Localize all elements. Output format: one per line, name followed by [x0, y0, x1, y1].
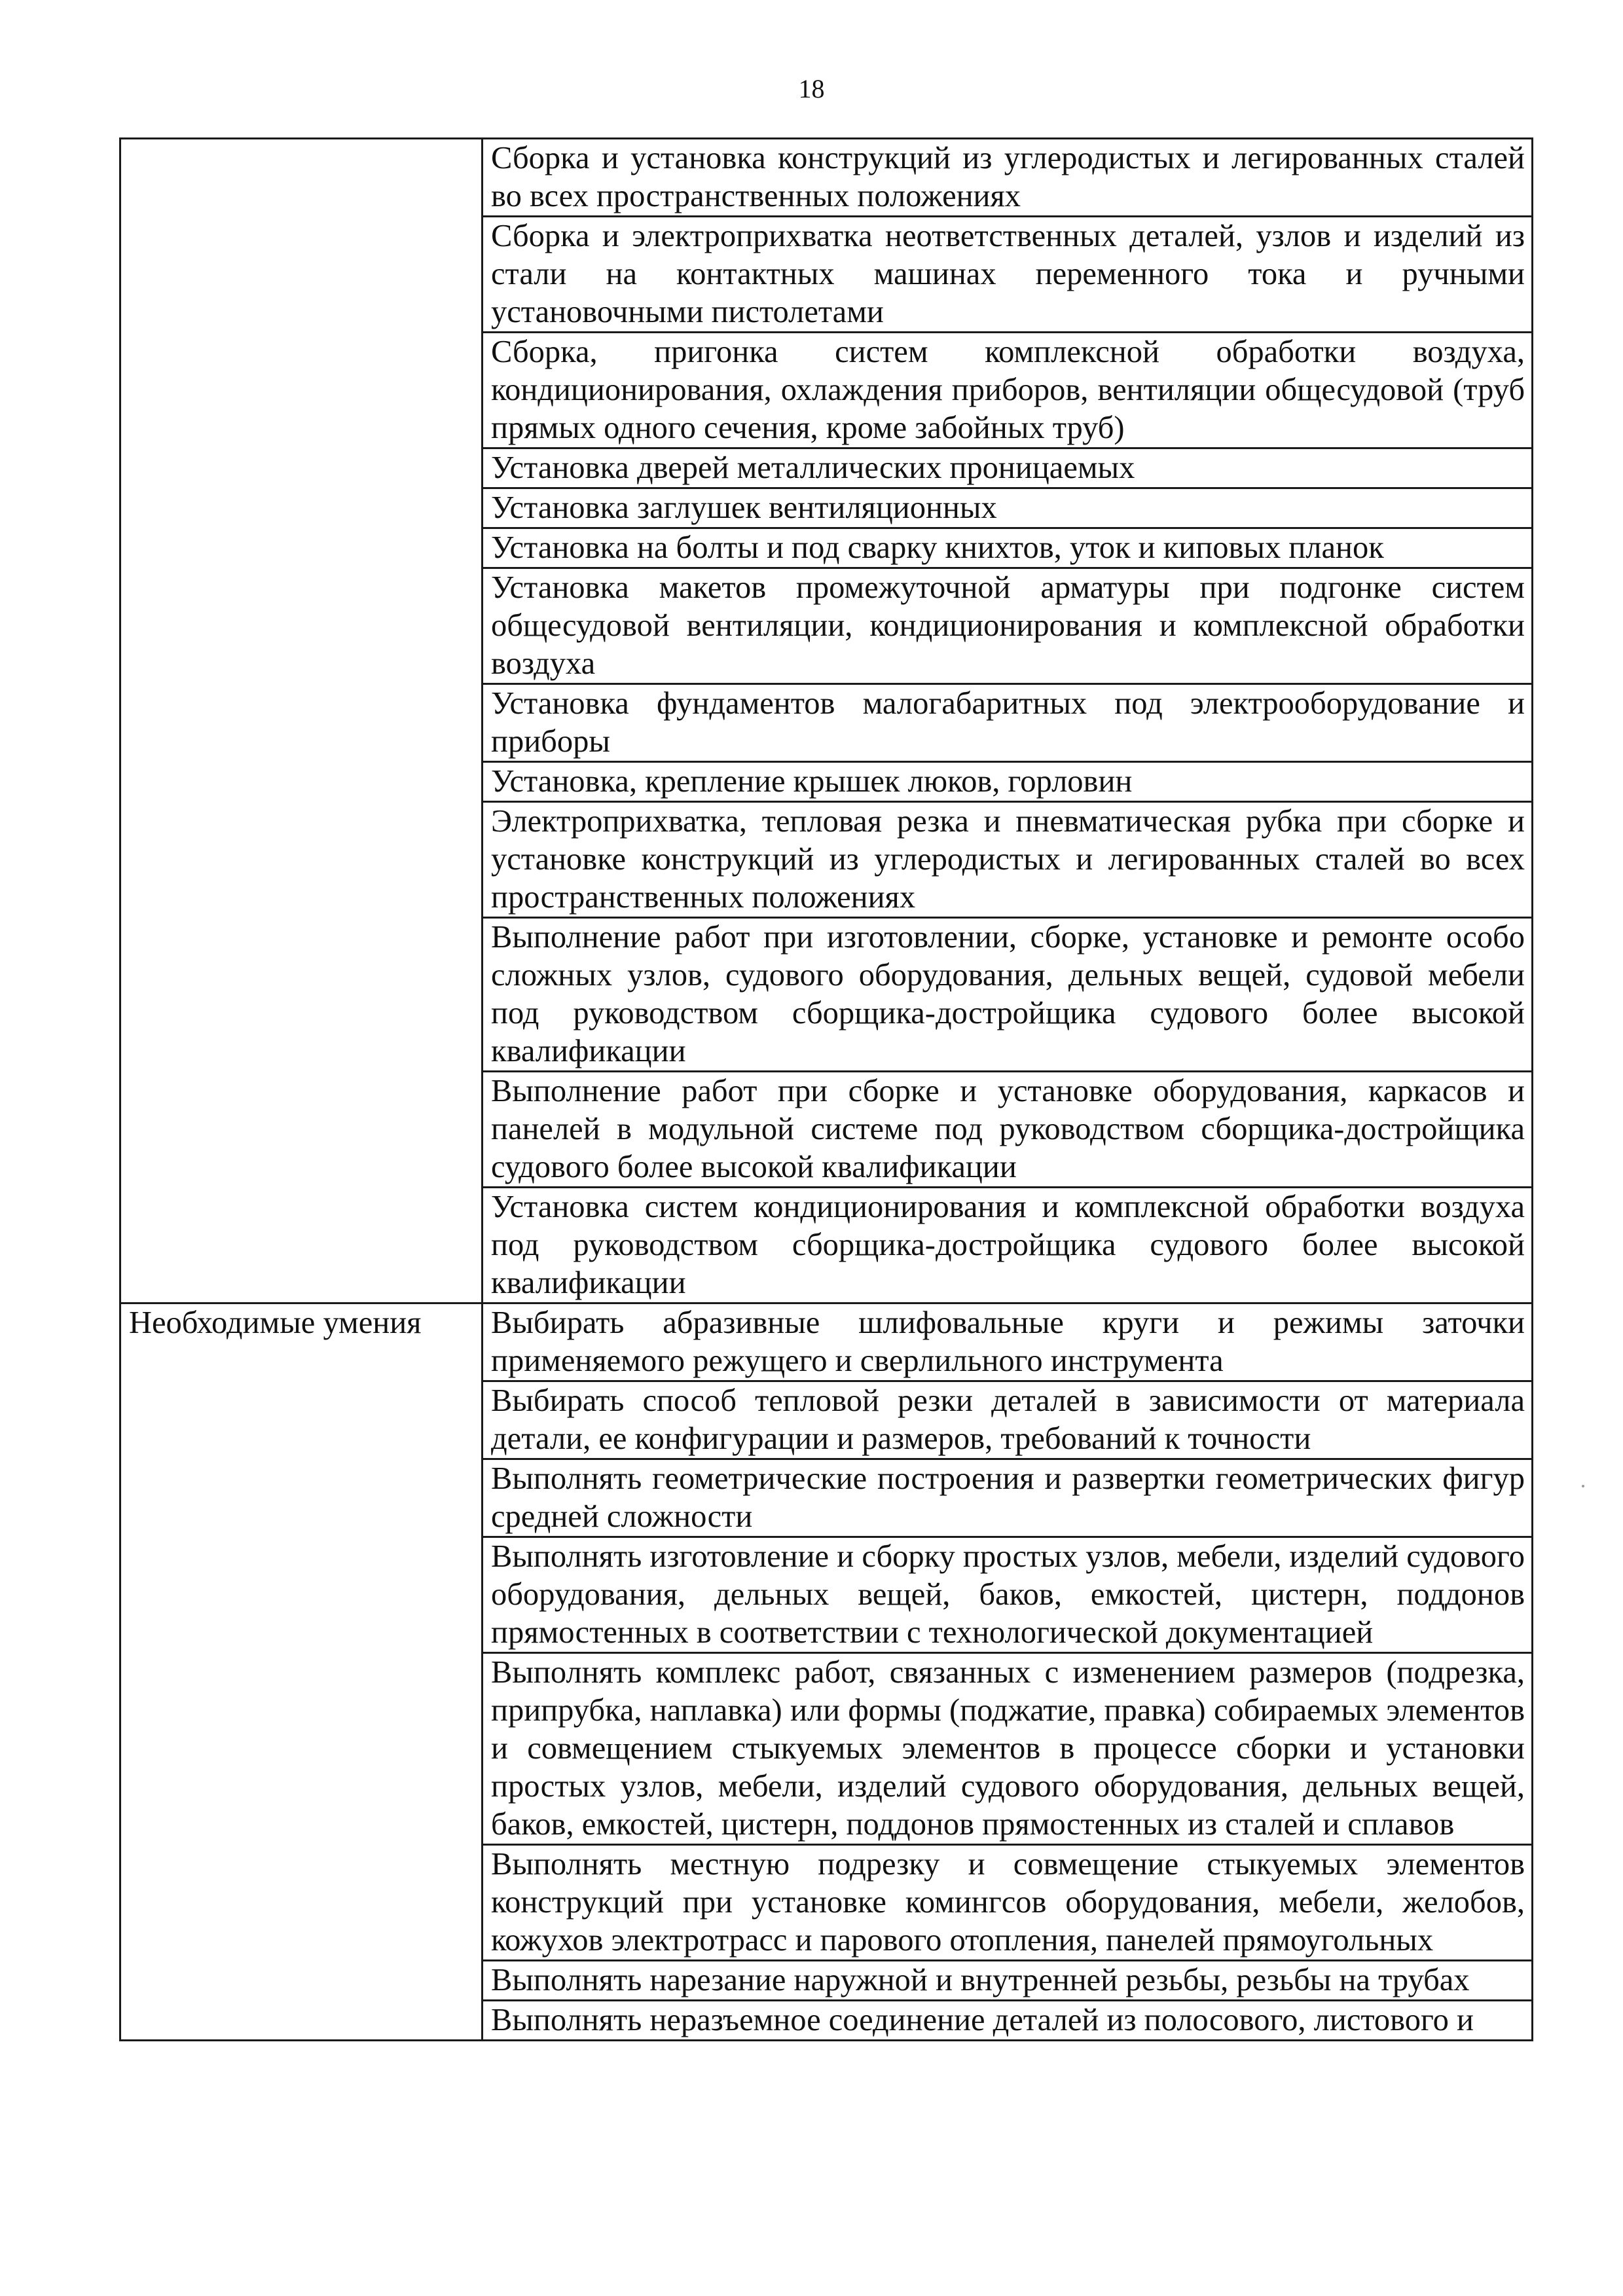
- table-row: [120, 1303, 1533, 1381]
- table-cell: Выполнять геометрические построения и развертки геометрических фигур средней сложности: [483, 1459, 1533, 1537]
- section-label: [120, 139, 483, 1303]
- table-cell: Выбирать абразивные шлифовальные круги и режимы заточки применяемого режущего и сверлильного инструмента: [483, 1303, 1533, 1381]
- table-cell: Сборка и установка конструкций из углеродистых и легированных сталей во всех пространственных положениях: [483, 139, 1533, 217]
- table-cell: Выполнять изготовление и сборку простых узлов, мебели, изделий судового оборудования, дельных вещей, баков, емкостей, цистерн, поддонов прямостенных в соответствии с технологической документацией: [483, 1537, 1533, 1653]
- table-cell: Установка фундаментов малогабаритных под электрооборудование и приборы: [483, 684, 1533, 762]
- table-cell: Сборка, пригонка систем комплексной обработки воздуха, кондиционирования, охлаждения приборов, вентиляции общесудовой (труб прямых одного сечения, кроме забойных труб): [483, 333, 1533, 448]
- section-label: Необходимые умения: [120, 1303, 483, 2041]
- table-row: [120, 139, 1533, 217]
- table-cell: Установка, крепление крышек люков, горловин: [483, 762, 1533, 802]
- table-cell: Сборка и электроприхватка неответственных деталей, узлов и изделий из стали на контактных машинах переменного тока и ручными установочными пистолетами: [483, 217, 1533, 333]
- table-cell: Выполнять местную подрезку и совмещение стыкуемых элементов конструкций при установке комингсов оборудования, мебели, желобов, кожухов электротрасс и парового отопления, панелей прямоугольных: [483, 1845, 1533, 1961]
- table-cell: Выполнять комплекс работ, связанных с изменением размеров (подрезка, припрубка, наплавка) или формы (поджатие, правка) собираемых элементов и совмещением стыкуемых элементов в процессе сборки и установки простых узлов, мебели, изделий судового оборудования, дельных вещей, баков, емкостей, цистерн, поддонов прямостенных из сталей и сплавов: [483, 1653, 1533, 1845]
- table-cell: Выполнять неразъемное соединение деталей из полосового, листового и: [483, 2001, 1533, 2041]
- table-cell: Выполнение работ при сборке и установке оборудования, каркасов и панелей в модульной системе под руководством сборщика-достройщика судового более высокой квалификации: [483, 1072, 1533, 1188]
- competency-table: [119, 137, 1533, 2041]
- table-cell: Выполнение работ при изготовлении, сборке, установке и ремонте особо сложных узлов, судового оборудования, дельных вещей, судовой мебели под руководством сборщика-достройщика судового более высокой квалификации: [483, 918, 1533, 1072]
- page-number: 18: [798, 74, 825, 103]
- table-cell: Электроприхватка, тепловая резка и пневматическая рубка при сборке и установке конструкций из углеродистых и легированных сталей во всех пространственных положениях: [483, 802, 1533, 918]
- table-cell: Выбирать способ тепловой резки деталей в зависимости от материала детали, ее конфигурации и размеров, требований к точности: [483, 1381, 1533, 1459]
- table-cell: Установка систем кондиционирования и комплексной обработки воздуха под руководством сборщика-достройщика судового более высокой квалификации: [483, 1188, 1533, 1303]
- table-cell: Установка заглушек вентиляционных: [483, 488, 1533, 528]
- table-cell: Выполнять нарезание наружной и внутренней резьбы, резьбы на трубах: [483, 1961, 1533, 2001]
- table-cell: Установка на болты и под сварку книхтов, уток и киповых планок: [483, 528, 1533, 568]
- scan-speck: [1582, 1485, 1584, 1487]
- table-cell: Установка макетов промежуточной арматуры при подгонке систем общесудовой вентиляции, кондиционирования и комплексной обработки воздуха: [483, 568, 1533, 684]
- table-cell: Установка дверей металлических проницаемых: [483, 448, 1533, 488]
